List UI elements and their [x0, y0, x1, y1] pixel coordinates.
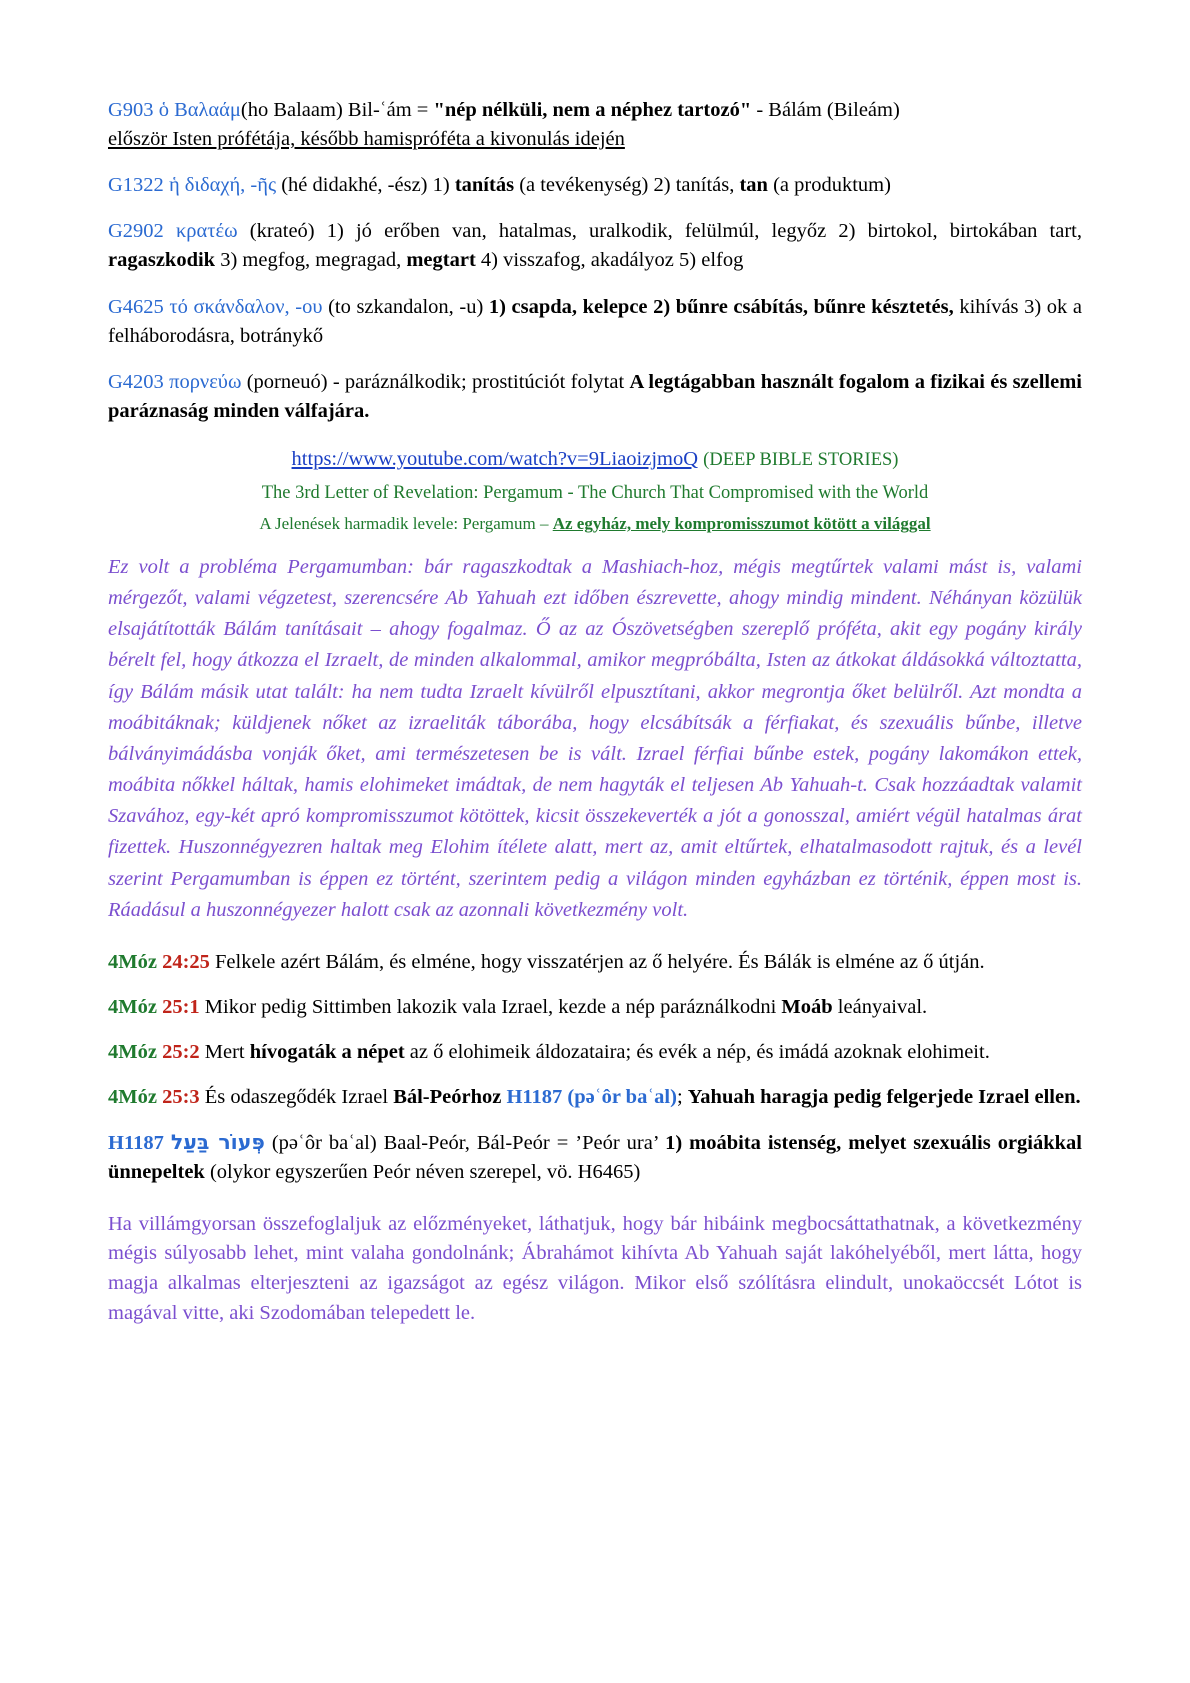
verse-book: 4Móz: [108, 1041, 163, 1064]
verse-text: Felkele azért Bálám, és elméne, hogy visszatérjen az ő helyére. És Bálák is elméne az ő útján.: [209, 950, 985, 973]
verse-number: 25:1: [162, 995, 200, 1018]
verse-text-bold: Moáb: [781, 995, 833, 1018]
verse-number: 24:25: [162, 950, 210, 973]
verse-25-1: [108, 993, 1082, 1022]
verse-book: 4Móz: [108, 950, 163, 973]
closing-paragraph: Ha villámgyorsan összefoglaljuk az előzményeket, láthatjuk, hogy bár hibáink megbocsáttathatnak, a következmény mégis súlyosabb lehet, mint valaha gondolnánk; Ábrahámot kihívta Ab Yahuah saját lakóhelyéből, mert látta, hogy magja alkalmas elterjeszteni az igazságot az egész világon. Mikor első szólításra elindult, unokaöccsét Lótot is magával vitte, aki Szodomában telepedett le.: [108, 1212, 1082, 1324]
transliteration: (pəʿôr baʿal) Baal-Peór, Bál-Peór = ’Peór ura’: [264, 1132, 666, 1155]
entry-note: először Isten prófétája, később hamispróféta a kivonulás idején: [108, 128, 625, 151]
definition-part: (a produktum): [767, 174, 891, 197]
definition-part-bold: ragaszkodik: [108, 249, 216, 272]
definition-part: (hé didakhé, -ész) 1): [276, 174, 455, 197]
verse-24-25: [108, 948, 1082, 977]
verse-reference: [108, 1041, 200, 1063]
video-title-hu-prefix: A Jelenések harmadik levele: Pergamum –: [259, 513, 553, 533]
definition-part: 3) megfog, megragad,: [215, 249, 407, 272]
youtube-link[interactable]: https://www.youtube.com/watch?v=9LiaoizjmoQ: [291, 447, 699, 470]
verse-text: Mert: [199, 1041, 250, 1064]
definition-note: (olykor egyszerűen Peór néven szerepel, vö. H6465): [204, 1161, 641, 1184]
definition-part: kihívás 3) ok a felháborodásra, botránykő: [108, 295, 1082, 347]
lexicon-entry-g2902: [108, 217, 1082, 275]
verse-reference: [108, 1086, 200, 1108]
verse-reference: [108, 951, 210, 973]
hebrew-word: פְּעוֹר בַּעַל: [170, 1130, 265, 1155]
narrative-paragraph: Ez volt a probléma Pergamumban: bár ragaszkodtak a Mashiach-hoz, mégis megtűrtek valami mást is, valami mérgezőt, valami végzetest, szerencsére Ab Yahuah ezt időben észrevette, ahogy mindig mindent. Néhányan közülük elsajátították Bálám tanításait – ahogy fogalmaz. Ő az az Ószövetségben szereplő próféta, akit egy pogány király bérelt fel, hogy átkozza el Izraelt, de minden alkalommal, amikor megpróbálta, Isten az átkokat áldásokká változtatta, így Bálám másik utat talált: ha nem tudta Izraelt kívülről elpusztítani, akkor megrontja őket belülről. Azt mondta a moábitáknak; küldjenek nőket az izraeliták táborába, hogy elcsábítsák a férfiakat, és szexuális bűnbe, illetve bálványimádásba vonják őket, ami természetesen be is vált. Izrael férfiai bűnbe estek, pogány lakomákon ettek, moábita nőkkel háltak, hamis elohimeket imádtak, de nem hagyták el teljesen Ab Yahuah-t. Csak hozzáadtak valamit Szavához, egy-két apró kompromisszumot kötöttek, kicsit összekeverték a jót a gonosszal, amiért végül hatalmas árat fizettek. Huszonnégyezren haltak meg Elohim ítélete alatt, mert az, amit eltűrtek, elhatalmasodott rajtuk, és a levél szerint Pergamumban is éppen ez történt, szerintem pedig a világon minden egyházban ez történik, éppen most is. Ráadásul a huszonnégyezer halott csak az azonnali következmény volt.: [108, 555, 1082, 921]
strong-code: G4203: [108, 370, 164, 393]
strong-reference: H1187 (pəʿôr baʿal): [506, 1086, 677, 1109]
verse-text: És odaszegődék Izrael: [199, 1086, 394, 1109]
verse-text: Mikor pedig Sittimben lakozik vala Izrael, kezde a nép paráználkodni: [199, 995, 782, 1018]
strong-code: G4625: [108, 295, 164, 318]
definition-part-bold: tan: [739, 174, 768, 197]
lexicon-entry-g4625: [108, 293, 1082, 351]
verse-text-bold: Bál-Peórhoz: [393, 1086, 507, 1109]
verse-book: 4Móz: [108, 1086, 163, 1109]
definition-part-bold: megtart: [406, 249, 476, 272]
lexicon-entry-g1322: [108, 171, 1082, 200]
verse-reference: [108, 996, 200, 1018]
video-title-hu: [108, 514, 1082, 534]
video-title-hu-emph: Az egyház, mely kompromisszumot kötött a világgal: [552, 513, 931, 533]
lexicon-entry-h1187: [108, 1128, 1082, 1187]
verse-text-bold: Yahuah haragja pedig felgerjede Izrael ellen.: [687, 1086, 1081, 1109]
strong-code: G1322: [108, 174, 164, 197]
definition-part: (to szkandalon, -u): [322, 295, 489, 318]
transliteration: (ho Balaam) Bil-ʿám =: [240, 99, 434, 121]
greek-word: κρατέω: [175, 220, 238, 243]
strong-code: H1187: [108, 1132, 164, 1155]
greek-word: πορνεύω: [169, 370, 242, 393]
verse-book: 4Móz: [108, 995, 163, 1018]
verse-25-3: [108, 1083, 1082, 1112]
definition-part: (krateó) 1) jó erőben van, hatalmas, uralkodik, felülmúl, legyőz 2) birtokol, birtokában tart,: [237, 220, 1083, 243]
verse-text-bold: hívogaták a népet: [249, 1041, 405, 1064]
verse-text: az ő elohimeik áldozataira; és evék a nép, és imádá azoknak elohimeit.: [404, 1041, 990, 1064]
greek-word: ἡ διδαχή, -ῆς: [168, 174, 277, 197]
definition-part-bold: 1) csapda, kelepce 2) bűnre csábítás, bűnre késztetés,: [488, 295, 954, 318]
definition-part: (porneuó) - paráználkodik; prostitúciót folytat: [241, 370, 630, 393]
verse-text: ;: [676, 1086, 688, 1109]
definition-part: (a tevékenység) 2) tanítás,: [514, 174, 740, 197]
definition-bold: "nép nélküli, nem a néphez tartozó": [433, 99, 752, 121]
strong-code: G903: [108, 99, 154, 121]
channel-name: (DEEP BIBLE STORIES): [703, 449, 899, 470]
verse-25-2: [108, 1038, 1082, 1067]
definition-part: 4) visszafog, akadályoz 5) elfog: [475, 249, 744, 272]
video-link-row: [108, 448, 1082, 471]
verse-text: leányaival.: [832, 995, 928, 1018]
definition-rest: - Bálám (Bileám): [751, 99, 900, 121]
video-title-en: The 3rd Letter of Revelation: Pergamum - The Church That Compromised with the World: [261, 482, 929, 503]
greek-word: τό σκάνδαλον, -ου: [169, 295, 323, 318]
greek-word: ὁ Βαλαάμ: [158, 99, 241, 121]
strong-code: G2902: [108, 220, 164, 243]
lexicon-entry-g4203: [108, 368, 1082, 426]
verse-number: 25:2: [162, 1041, 200, 1064]
definition-part-bold: A legtágabban használt fogalom a fizikai és szellemi paráznaság minden válfajára.: [108, 370, 1083, 422]
lexicon-entry-g903: [108, 96, 1082, 154]
verse-number: 25:3: [162, 1086, 200, 1109]
definition-part-bold: tanítás: [454, 174, 515, 197]
definition-bold: 1) moábita istenség, melyet szexuális orgiákkal ünnepeltek: [108, 1132, 1082, 1184]
